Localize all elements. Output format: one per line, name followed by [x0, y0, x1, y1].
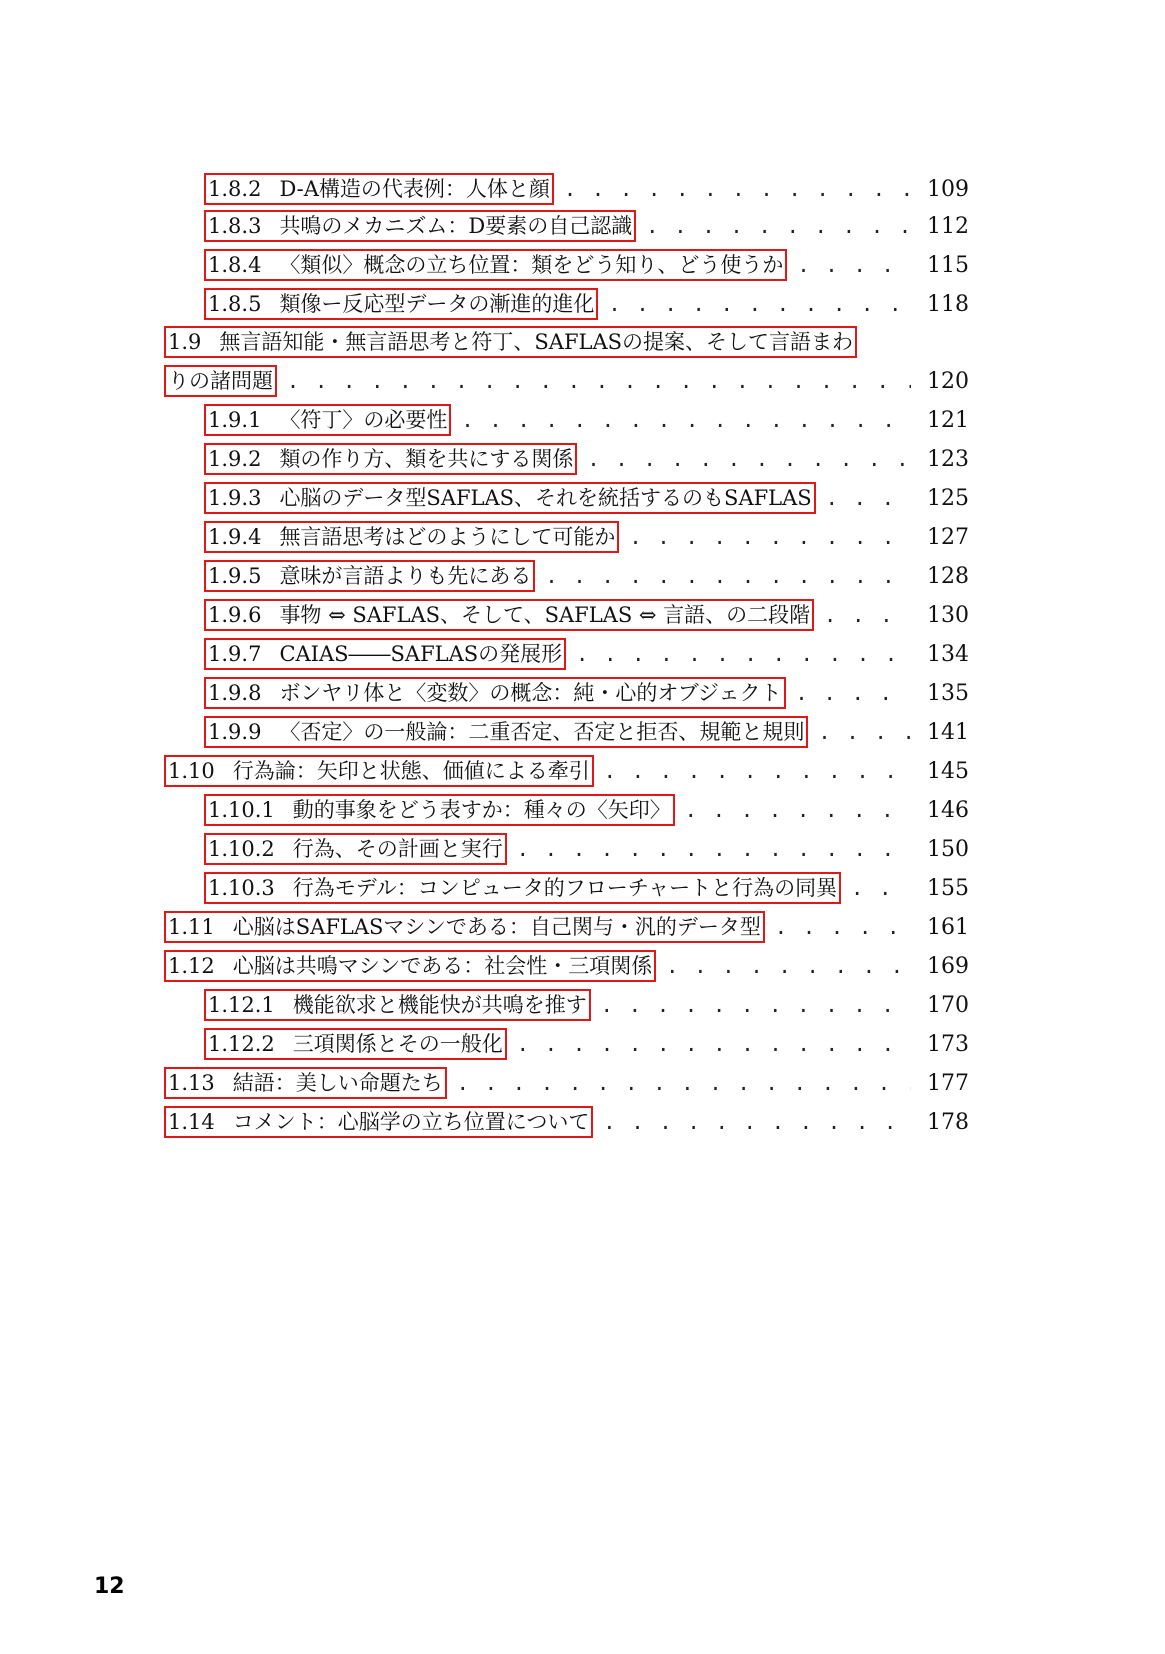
toc-entry-link[interactable]	[164, 326, 857, 358]
toc-entry[interactable]	[0, 325, 1165, 359]
section-title: 共鳴のメカニズム：D要素の自己認識	[279, 214, 633, 238]
toc-entry-link[interactable]	[164, 365, 277, 397]
page-number: 178	[927, 1109, 969, 1135]
toc-entry-link[interactable]	[204, 482, 816, 514]
toc-entry-link[interactable]	[204, 443, 577, 475]
section-number: 1.9.1	[208, 408, 262, 432]
toc-entry[interactable]	[0, 676, 1165, 710]
section-number: 1.9.5	[208, 564, 262, 588]
toc-entry[interactable]	[0, 403, 1165, 437]
section-title: 事物 ⇔ SAFLAS、そして、SAFLAS ⇔ 言語、の二段階	[279, 603, 811, 627]
page-number: 109	[927, 176, 969, 202]
toc-entry[interactable]	[0, 715, 1165, 749]
leader-dots	[601, 991, 911, 1019]
section-title: ボンヤリ体と〈変数〉の概念：純・心的オブジェクト	[279, 681, 782, 705]
section-title: CAIAS――SAFLASの発展形	[279, 642, 563, 666]
page-folio: 12	[94, 1574, 125, 1599]
section-number: 1.9.7	[208, 642, 262, 666]
toc-entry[interactable]	[0, 559, 1165, 593]
toc-entry[interactable]	[0, 209, 1165, 243]
leader-dots	[666, 952, 911, 980]
toc-entry-link[interactable]	[204, 173, 554, 205]
leader-dots	[685, 796, 911, 824]
toc-entry[interactable]	[0, 910, 1165, 944]
toc-entry-link[interactable]	[204, 249, 787, 281]
page-number: 121	[927, 407, 969, 433]
section-title-continued: りの諸問題	[168, 369, 273, 393]
toc-entry[interactable]	[0, 754, 1165, 788]
section-number: 1.10.2	[208, 837, 275, 861]
section-number: 1.8.5	[208, 292, 262, 316]
toc-entry[interactable]	[0, 637, 1165, 671]
page-number: 135	[927, 680, 969, 706]
section-title: 三項関係とその一般化	[292, 1032, 503, 1056]
leader-dots	[517, 1030, 911, 1058]
page-number: 161	[927, 914, 969, 940]
toc-entry[interactable]	[0, 832, 1165, 866]
section-number: 1.12.2	[208, 1032, 275, 1056]
section-number: 1.9.8	[208, 681, 262, 705]
section-title: 結語：美しい命題たち	[232, 1071, 443, 1095]
page-number: 169	[927, 953, 969, 979]
toc-entry-link[interactable]	[204, 872, 841, 904]
toc-entry-link[interactable]	[204, 989, 591, 1021]
section-number: 1.8.3	[208, 214, 262, 238]
section-number: 1.9.2	[208, 447, 262, 471]
leader-dots	[457, 1069, 911, 1097]
toc-entry[interactable]	[0, 172, 1165, 206]
section-number: 1.9.9	[208, 720, 262, 744]
section-title: 行為論：矢印と状態、価値による牽引	[232, 759, 590, 783]
leader-dots	[629, 523, 911, 551]
page-number: 155	[927, 875, 969, 901]
toc-entry-link[interactable]	[164, 755, 594, 787]
toc-entry[interactable]	[0, 1066, 1165, 1100]
section-number: 1.9.6	[208, 603, 262, 627]
section-number: 1.11	[168, 915, 215, 939]
section-number: 1.9	[168, 330, 202, 354]
section-number: 1.13	[168, 1071, 215, 1095]
section-title: 意味が言語よりも先にある	[279, 564, 532, 588]
toc-entry[interactable]	[0, 793, 1165, 827]
toc-entry-link[interactable]	[204, 1028, 507, 1060]
page-number: 177	[927, 1070, 969, 1096]
toc-entry[interactable]	[0, 598, 1165, 632]
toc-entry-link[interactable]	[204, 638, 566, 670]
leader-dots	[796, 679, 911, 707]
toc-entry-link[interactable]	[204, 833, 507, 865]
section-title: 類の作り方、類を共にする関係	[279, 447, 574, 471]
section-title: 行為、その計画と実行	[292, 837, 503, 861]
leader-dots	[775, 913, 911, 941]
leader-dots	[818, 718, 911, 746]
section-title: 類像ー反応型データの漸進的進化	[279, 292, 595, 316]
section-number: 1.12.1	[208, 993, 275, 1017]
page-number: 170	[927, 992, 969, 1018]
leader-dots	[461, 406, 911, 434]
section-title: 〈符丁〉の必要性	[279, 408, 448, 432]
toc-entry-link[interactable]	[204, 794, 675, 826]
page-number: 130	[927, 602, 969, 628]
leader-dots	[603, 1108, 911, 1136]
page-number: 146	[927, 797, 969, 823]
section-title: コメント：心脳学の立ち位置について	[232, 1110, 590, 1134]
toc-entry-link[interactable]	[204, 210, 636, 242]
toc-entry-link[interactable]	[164, 1067, 447, 1099]
section-title: 無言語思考はどのようにして可能か	[279, 525, 616, 549]
page-number: 128	[927, 563, 969, 589]
page-number: 112	[927, 213, 969, 239]
toc-entry[interactable]	[0, 287, 1165, 321]
section-number: 1.8.2	[208, 177, 262, 201]
toc-entry-link[interactable]	[164, 911, 765, 943]
toc-entry[interactable]	[0, 248, 1165, 282]
section-number: 1.10.1	[208, 798, 275, 822]
page-number: 123	[927, 446, 969, 472]
section-title: 心脳はSAFLASマシンである：自己関与・汎的データ型	[232, 915, 761, 939]
toc-entry-link[interactable]	[204, 521, 619, 553]
page-number: 134	[927, 641, 969, 667]
leader-dots	[851, 874, 911, 902]
leader-dots	[797, 251, 911, 279]
section-number: 1.10	[168, 759, 215, 783]
section-number: 1.10.3	[208, 876, 275, 900]
toc-entry-link[interactable]	[204, 288, 598, 320]
page-number: 141	[927, 719, 969, 745]
leader-dots	[587, 445, 911, 473]
leader-dots	[517, 835, 911, 863]
leader-dots	[826, 484, 911, 512]
toc-entry-link[interactable]	[164, 1106, 593, 1138]
page-number: 145	[927, 758, 969, 784]
toc-entry-link[interactable]	[204, 677, 786, 709]
section-title: 行為モデル：コンピュータ的フローチャートと行為の同異	[292, 876, 838, 900]
section-title: 無言語知能・無言語思考と符丁、SAFLASの提案、そして言語まわ	[219, 330, 854, 354]
toc-entry[interactable]	[0, 520, 1165, 554]
section-title: 機能欲求と機能快が共鳴を推す	[292, 993, 587, 1017]
leader-dots	[545, 562, 911, 590]
section-title: D-A構造の代表例：人体と顔	[279, 177, 550, 201]
section-number: 1.8.4	[208, 253, 262, 277]
page-number: 173	[927, 1031, 969, 1057]
toc-entry-link[interactable]	[204, 716, 808, 748]
toc-entry[interactable]	[0, 949, 1165, 983]
section-title: 〈類似〉概念の立ち位置：類をどう知り、どう使うか	[279, 253, 784, 277]
toc-entry[interactable]	[0, 1027, 1165, 1061]
toc-entry[interactable]	[0, 481, 1165, 515]
leader-dots	[287, 367, 911, 395]
page-number: 115	[927, 252, 969, 278]
toc-entry-link[interactable]	[204, 404, 451, 436]
leader-dots	[646, 212, 911, 240]
page-number: 125	[927, 485, 969, 511]
toc-entry-link[interactable]	[204, 599, 814, 631]
page-number: 120	[927, 368, 969, 394]
section-number: 1.9.4	[208, 525, 262, 549]
section-title: 心脳は共鳴マシンである：社会性・三項関係	[232, 954, 653, 978]
leader-dots	[576, 640, 911, 668]
toc-entry-link[interactable]	[204, 560, 535, 592]
section-number: 1.12	[168, 954, 215, 978]
section-number: 1.14	[168, 1110, 215, 1134]
toc-entry[interactable]	[0, 988, 1165, 1022]
page-number: 127	[927, 524, 969, 550]
section-title: 心脳のデータ型SAFLAS、それを統括するのもSAFLAS	[279, 486, 812, 510]
page-number: 150	[927, 836, 969, 862]
page-number: 118	[927, 291, 969, 317]
section-number: 1.9.3	[208, 486, 262, 510]
toc-entry[interactable]	[0, 871, 1165, 905]
toc-entry-continuation[interactable]	[0, 364, 1165, 398]
leader-dots	[608, 290, 911, 318]
leader-dots	[824, 601, 911, 629]
section-title: 動的事象をどう表すか：種々の〈矢印〉	[292, 798, 671, 822]
section-title: 〈否定〉の一般論：二重否定、否定と拒否、規範と規則	[279, 720, 805, 744]
leader-dots	[604, 757, 911, 785]
leader-dots	[564, 175, 911, 203]
toc-entry[interactable]	[0, 442, 1165, 476]
toc-entry[interactable]	[0, 1105, 1165, 1139]
toc-entry-link[interactable]	[164, 950, 656, 982]
